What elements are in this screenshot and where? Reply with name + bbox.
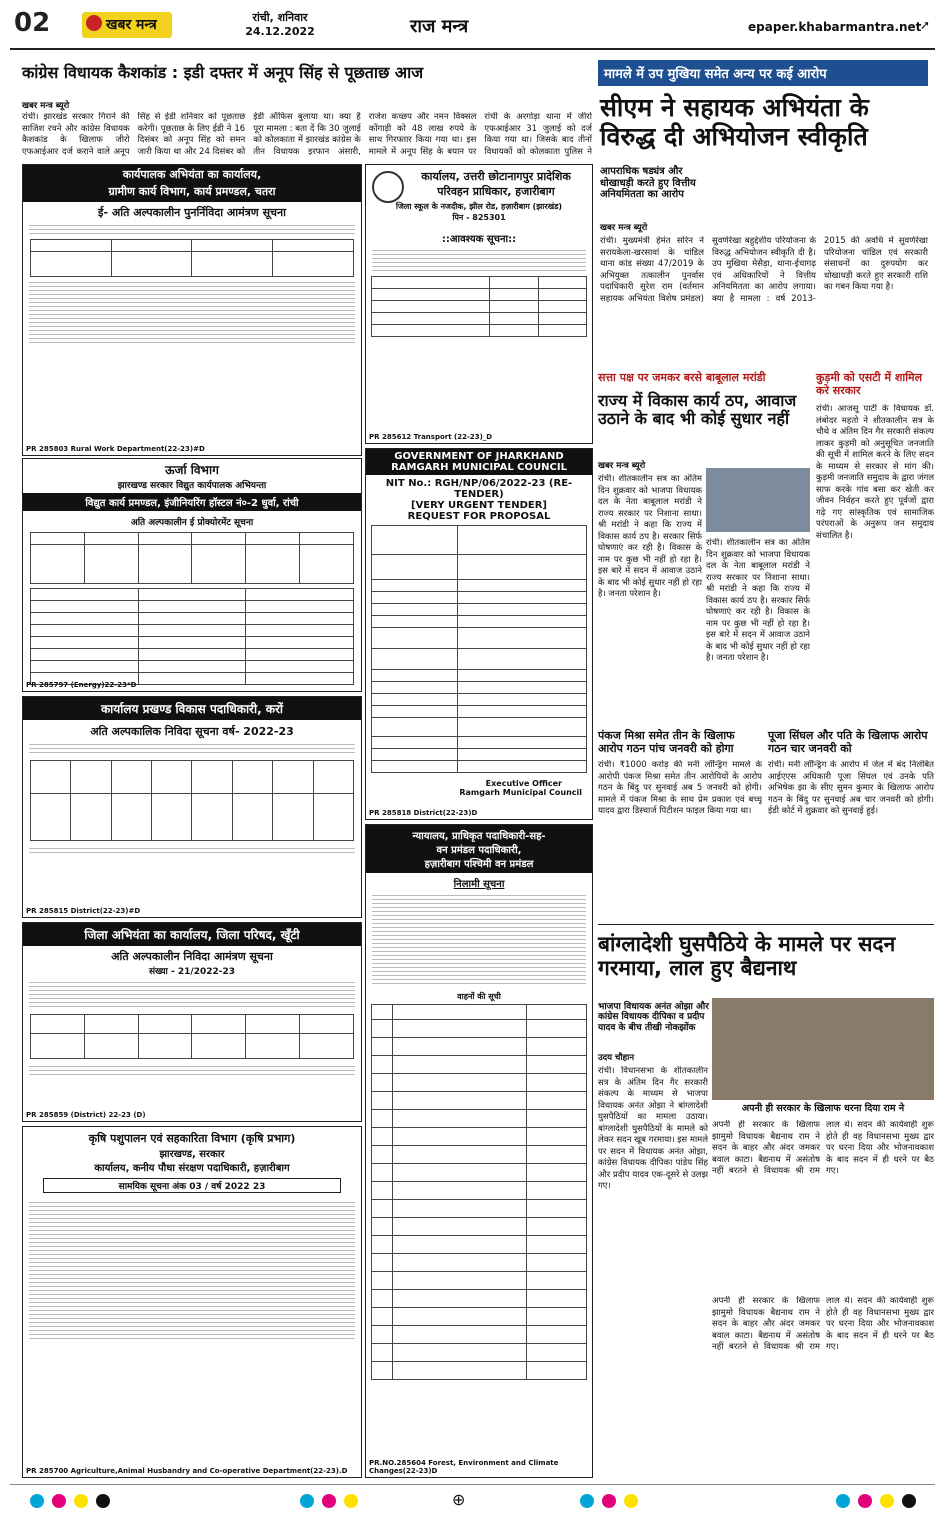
ad-ramgarh-ref: PR 285818 District(22-23)D xyxy=(369,809,478,817)
bangla-caption: अपनी ही सरकार के खिलाफ धरना दिया राम ने xyxy=(741,1103,905,1114)
registration-mark-icon xyxy=(880,1494,894,1508)
lead-byline: खबर मन्त्र ब्यूरो xyxy=(22,101,70,111)
pankaj-headline: पंकज मिश्रा समेत तीन के खिलाफ आरोप गठन पांच जनवरी को होगा xyxy=(598,729,735,755)
bangla-byline: उदय चौहान xyxy=(598,1053,635,1063)
ad-khunti-note xyxy=(23,1061,361,1080)
ad-agri-h1: कृषि पशुपालन एवं सहकारिता विभाग (कृषि प्रभाग) xyxy=(88,1132,296,1145)
marandi-headline: राज्य में विकास कार्य ठप, आवाज उठाने के बाद भी कोई सुधार नहीं xyxy=(598,391,797,429)
ad-transport-h3: जिला स्कूल के नजदीक, झील रोड, हज़ारीबाग (झारखंड) xyxy=(395,202,563,211)
crosshair-icon: ⊕ xyxy=(452,1490,466,1509)
ad-energy-h1: ऊर्जा विभाग xyxy=(165,463,219,477)
header-rule xyxy=(10,48,935,50)
ad-khunti-title: अति अल्पकालीन निविदा आमंत्रण सूचना xyxy=(111,950,273,963)
ad-rural-h2: ग्रामीण कार्य विभाग, कार्य प्रमण्डल, चतरा xyxy=(23,184,361,202)
registration-mark-icon xyxy=(52,1494,66,1508)
marandi-photo xyxy=(706,468,810,532)
bangla-rule xyxy=(598,924,934,925)
marandi-body-1: रांची। शीतकालीन सत्र का अंतिम दिन शुक्रवार को भाजपा विधायक दल के नेता बाबूलाल मरांडी ने राज्य सरकार पर निशाना साधा। श्री मरांडी ने कहा कि राज्य में विकास कार्य ठप है। सरकार सिर्फ घोषणाएं कर रही है। विकास के नाम पर कुछ भी नहीं हो रहा है। इस बारे में सदन में आवाज उठाने के बाद भी कोई सुधार नहीं हो रहा है। जनता परेशान है। xyxy=(598,474,702,599)
marandi-byline: खबर मन्त्र ब्यूरो xyxy=(598,461,646,471)
ad-agriculture xyxy=(22,1126,362,1478)
ad-energy-h2: झारखण्ड सरकार विद्युत कार्यपालक अभियन्ता xyxy=(117,481,267,491)
ad-energy-schedule xyxy=(30,588,354,685)
registration-mark-icon xyxy=(624,1494,638,1508)
ad-agri-ref: PR 285700 Agriculture,Animal Husbandry and Co-operative Department(22-23).D xyxy=(26,1467,348,1475)
page-header xyxy=(0,0,945,48)
ad-transport-title: ::आवश्यक सूचना:: xyxy=(441,234,517,245)
ad-transport xyxy=(365,164,593,444)
pooja-headline: पूजा सिंघल और पति के खिलाफ आरोप गठन चार जनवरी को xyxy=(768,729,928,755)
lead-headline: कांग्रेस विधायक कैशकांड : इडी दफ्तर में अनूप सिंह से पूछताछ आज xyxy=(22,63,424,82)
city-day: रांची, शनिवार xyxy=(252,11,308,24)
ad-agri-h2: झारखण्ड, सरकार xyxy=(159,1149,225,1160)
ad-rural-works xyxy=(22,164,362,456)
ad-block-body xyxy=(23,739,361,758)
ad-forest-h1: न्यायालय, प्राधिकृत पदाधिकारी-सह- xyxy=(366,825,592,842)
ad-forest-table xyxy=(371,1004,588,1380)
ad-khunti-table xyxy=(30,1014,354,1059)
ad-agri-title: सामयिक सूचना अंक 03 / वर्ष 2022 23 xyxy=(43,1178,341,1193)
lead-body: रांची। झारखंड सरकार गिराने की साजिश रचने और कांग्रेस विधायक कैशकांड के खिलाफ जीरो एफआईआर दर्ज कराने वाले अनूप सिंह से ईडी शनिवार को पूछताछ करेगी। पूछताछ के लिए ईडी ने 16 दिसंबर को अनूप सिंह को समन जारी किया था और 24 दिसंबर को ईडी ऑफिस बुलाया था। क्या है पूरा मामला : बता दें कि 30 जुलाई को कोलकाता में झारखंड कांग्रेस के तीन विधायक इरफान अंसारी, राजेश कच्छप और नमन विक्सल कोंगाड़ी को 48 लाख रुपये के साथ गिरफ्तार किया गया था। इस मामले में अनूप सिंह के बयान पर रांची के अरगोड़ा थाना में जीरो एफआईआर 31 जुलाई को दर्ज किया गया था। जिसके बाद तीनों विधायकों को कोलकाता पुलिस ने xyxy=(22,112,592,157)
protest-body-1: अपनी ही सरकार के खिलाफ झामुमो विधायक बैद्यनाथ राम ने सदन के बाहर और अंदर जमकर बवाल काटा। बैद्यनाथ में असंतोष नहीं बरतने से विधायक श्री राम लाल थे। सदन की कार्यवाही शुरू होते ही वह विधानसभा मुख्य द्वार पर धरना दिया और भोजनावकाश के बाद सदन में ही धरने पर बैठ गए। xyxy=(712,1120,934,1176)
ad-agri-h3: कार्यालय, कनीय पौधा संरक्षण पदाधिकारी, हज़ारीबाग xyxy=(94,1163,290,1174)
ad-energy-h3: विद्युत कार्य प्रमण्डल, इंजीनियरिंग हॉस्टल नं०-2 धुर्वा, रांची xyxy=(23,493,361,511)
registration-mark-icon xyxy=(344,1494,358,1508)
marandi-kicker: सत्ता पक्ष पर जमकर बरसे बाबूलाल मरांडी xyxy=(598,371,766,384)
right-story-body: रांची। मुख्यमंत्री हेमंत सोरेन ने सरायकेला-खरसावां के चांडिल थाना कांड संख्या 47/2019 के अभियुक्त तत्कालीन पुनर्वास पदाधिकारी सुरेश राम (वर्तमान सहायक अभियंता विशेष प्रमंडल) सुवर्णरेखा बहुद्देशीय परियोजना के विरुद्ध अभियोजन स्वीकृति दी है। उप मुखिया मेसैड़ा, थाना-ईचागढ़ एवं अधिकारियों ने वित्तीय अनियमितता का आरोप लगाया। क्या है मामला : वर्ष 2013-2015 की अवधि में सुवर्णरेखा परियोजना चांडिल एवं सरकारी संसाधनों का दुरुपयोग कर धोखाधड़ी करते हुए सरकारी राशि का गबन किया गया है। xyxy=(600,236,928,304)
ad-ramgarh-h2: RAMGARH MUNICIPAL COUNCIL xyxy=(366,462,592,475)
ad-forest-ref: PR.NO.285604 Forest, Environment and Climate Changes(22-23)D xyxy=(369,1459,559,1475)
registration-mark-icon xyxy=(602,1494,616,1508)
right-story-headline: सीएम ने सहायक अभियंता के विरुद्ध दी अभियोजन स्वीकृति xyxy=(600,93,869,151)
registration-mark-icon xyxy=(902,1494,916,1508)
ad-block-title: अति अल्पकालिक निविदा सूचना वर्ष- 2022-23 xyxy=(90,725,294,738)
ad-khunti-body xyxy=(23,977,361,1012)
pankaj-body: रांची। ₹1000 करोड़ की मनी लॉन्ड्रिंग मामले के आरोपी पंकज मिश्रा समेत तीन आरोपियों के आरोप गठन के बिंदु पर सुनवाई अब 5 जनवरी को होगी। मामले में पंकज मिश्रा के साथ प्रेम प्रकाश एवं बच्चू यादव द्वारा डिस्चार्ज पिटीशन फाइल किया गया था। xyxy=(598,760,762,816)
ad-forest-body xyxy=(366,890,592,989)
ad-agri-body xyxy=(23,1197,361,1344)
registration-mark-icon xyxy=(300,1494,314,1508)
footer-rule xyxy=(10,1484,935,1485)
ad-forest-h3: हज़ारीबाग पश्चिमी वन प्रमंडल xyxy=(366,856,592,873)
ad-transport-pin: पिन - 825301 xyxy=(452,213,506,222)
ad-transport-h1: कार्यालय, उत्तरी छोटानागपुर प्रादेशिक xyxy=(421,170,571,183)
ad-block-office xyxy=(22,696,362,918)
ad-energy xyxy=(22,458,362,692)
bangla-body: रांची। विधानसभा के शीतकालीन सत्र के अंतिम दिन गैर सरकारी संकल्प के माध्यम से भाजपा विधायक अनंत ओझा ने बांग्लादेशी घुसपैठियों का मामला उठाया। बांग्लादेशी घुसपैठियों के मामले को लेकर सदन खूब गरमाया। इस मामले पर सदन में विधायक अनंत ओझा, कांग्रेस विधायक दीपिका पांडेय सिंह और प्रदीप यादव एक-दूसरे से उलझ गए। xyxy=(598,1066,708,1191)
kudmi-body: रांची। आजसू पार्टी के विधायक डॉ. लंबोदर महतो ने शीतकालीन सत्र के चौथे व अंतिम दिन गैर सरकारी संकल्प लाकर कुड़मी को अनुसूचित जनजाति की सूची में शामिल करने के लिए सदन के माध्यम से सरकार से मांग की। कुड़मी जनजाति समुदाय के द्वारा जंगल साफ करके गांव बसा कर खेती कर जीवन निर्वहन करते हुए पूर्वजों द्वारा गढ़े गए सांस्कृतिक एवं सामाजिक परंपराओं के अनुरूप जन समुदाय संचालित है। xyxy=(816,404,934,541)
registration-mark-icon xyxy=(580,1494,594,1508)
ad-ramgarh-urgent: [VERY URGENT TENDER] xyxy=(411,500,547,511)
ad-forest-title: निलामी सूचना xyxy=(453,879,505,890)
page-number: 02 xyxy=(14,8,51,38)
marandi-body-2: रांची। शीतकालीन सत्र का अंतिम दिन शुक्रवार को भाजपा विधायक दल के नेता बाबूलाल मरांडी ने राज्य सरकार पर निशाना साधा। श्री मरांडी ने कहा कि राज्य में विकास कार्य ठप है। सरकार सिर्फ घोषणाएं कर रही है। विकास के नाम पर कुछ भी नहीं हो रहा है। इस बारे में सदन में आवाज उठाने के बाद भी कोई सुधार नहीं हो रहा है। जनता परेशान है। xyxy=(706,538,810,663)
ad-ramgarh-council: Ramgarh Municipal Council xyxy=(459,788,582,797)
right-story-sub: आपराधिक षड्यंत्र और धोखाधड़ी करते हुए वित्तीय अनियमितता का आरोप xyxy=(600,166,696,200)
dateline xyxy=(240,10,320,38)
registration-mark-icon xyxy=(858,1494,872,1508)
ad-ramgarh-nit: NIT No.: RGH/NP/06/2022-23 (RE-TENDER) xyxy=(385,478,573,500)
ad-transport-body xyxy=(366,245,592,276)
ad-khunti-h1: जिला अभियंता का कार्यालय, जिला परिषद, खूँटी xyxy=(23,923,361,946)
ad-rural-terms xyxy=(23,277,361,348)
registration-mark-icon xyxy=(322,1494,336,1508)
ad-forest xyxy=(365,824,593,1478)
ad-transport-ref: PR 285612 Transport (22-23)_D xyxy=(369,433,493,441)
section-title: राज मन्त्र xyxy=(410,16,469,37)
ad-ramgarh xyxy=(365,448,593,820)
ad-energy-ref: PR 285797 (Energy)22-23*D xyxy=(26,681,137,689)
registration-mark-icon xyxy=(30,1494,44,1508)
ad-ramgarh-h1: GOVERNMENT OF JHARKHAND xyxy=(366,449,592,462)
ad-khunti-ref: PR 285859 (District) 22-23 (D) xyxy=(26,1111,146,1119)
ad-energy-title: अति अल्पकालीन ई प्रोक्योरमेंट सूचना xyxy=(130,518,254,528)
right-story-byline: खबर मन्त्र ब्यूरो xyxy=(600,223,648,233)
ad-ramgarh-table xyxy=(371,525,588,773)
ad-block-table xyxy=(30,760,354,841)
bangla-photo xyxy=(712,998,934,1100)
ad-ramgarh-request: REQUEST FOR PROPOSAL xyxy=(407,511,551,522)
ad-transport-h2: परिवहन प्राधिकार, हजारीबाग xyxy=(437,185,555,198)
registration-mark-icon xyxy=(96,1494,110,1508)
ad-forest-list: वाहनों की सूची xyxy=(457,992,501,1001)
bangla-headline: बांग्लादेशी घुसपैठिये के मामले पर सदन गरमाया, लाल हुए बैद्यनाथ xyxy=(598,932,896,981)
registration-mark-icon xyxy=(74,1494,88,1508)
cursor-icon: ➚ xyxy=(920,18,931,32)
ad-rural-body xyxy=(23,220,361,239)
brand-logo-icon xyxy=(86,15,102,31)
ad-rural-title: ई- अति अल्पकालीन पुनर्निविदा आमंत्रण सूचना xyxy=(98,206,286,219)
ad-khunti-sub: संख्या - 21/2022-23 xyxy=(148,967,236,977)
bangla-sub: भाजपा विधायक अनंत ओझा और कांग्रेस विधायक दीपिका व प्रदीप यादव के बीच तीखी नोकझोंक xyxy=(598,1002,709,1033)
ad-energy-table xyxy=(30,532,354,584)
protest-body-2: अपनी ही सरकार के खिलाफ झामुमो विधायक बैद्यनाथ राम ने सदन के बाहर और अंदर जमकर बवाल काटा। बैद्यनाथ में असंतोष नहीं बरतने से विधायक श्री राम लाल थे। सदन की कार्यवाही शुरू होते ही वह विधानसभा मुख्य द्वार पर धरना दिया और भोजनावकाश के बाद सदन में ही धरने पर बैठ गए। xyxy=(712,1296,934,1352)
brand-name: खबर मन्त्र xyxy=(106,17,157,33)
issue-date: 24.12.2022 xyxy=(245,25,315,38)
emblem-icon xyxy=(372,171,404,203)
ad-rural-ref: PR 285803 Rural Work Department(22-23)#D xyxy=(26,445,205,453)
ad-block-h1: कार्यालय प्रखण्ड विकास पदाधिकारी, करों xyxy=(23,697,361,720)
ad-rural-table xyxy=(30,239,354,277)
ad-block-ref: PR 285815 District(22-23)#D xyxy=(26,907,141,915)
ad-transport-table xyxy=(371,276,588,337)
ad-rural-h1: कार्यपालक अभियंता का कार्यालय, xyxy=(23,165,361,184)
epaper-url[interactable]: epaper.khabarmantra.net xyxy=(748,20,922,34)
ad-block-note xyxy=(23,843,361,858)
ad-khunti xyxy=(22,922,362,1122)
ad-ramgarh-officer: Executive Officer xyxy=(485,779,562,788)
pooja-body: रांची। मनी लॉन्ड्रिंग के आरोप में जेल में बंद निलंबित आईएएस अधिकारी पूजा सिंघल एवं उनके पति अभिषेक झा के सीए सुमन कुमार के खिलाफ आरोप गठन के बिंदु पर सुनवाई अब चार जनवरी को होगी। ईडी कोर्ट में शुक्रवार को सुनवाई हुई। xyxy=(768,760,934,816)
kudmi-headline: कुड़मी को एसटी में शामिल करे सरकार xyxy=(816,371,923,397)
right-story-kicker: मामले में उप मुखिया समेत अन्य पर कई आरोप xyxy=(604,67,827,82)
registration-mark-icon xyxy=(836,1494,850,1508)
ad-forest-h2: वन प्रमंडल पदाधिकारी, xyxy=(366,842,592,856)
